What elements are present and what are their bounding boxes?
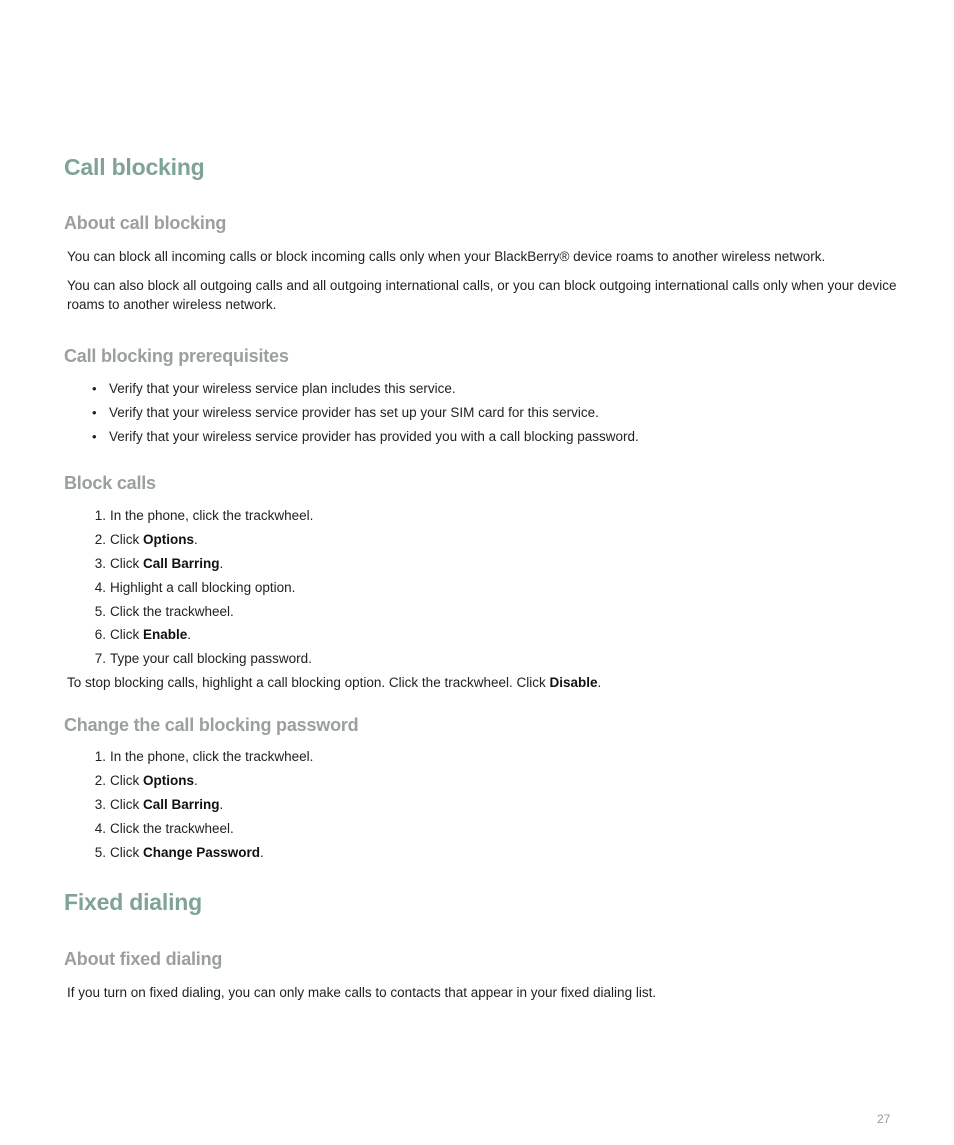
step-number: 1. <box>94 749 106 764</box>
step-number: 3. <box>94 797 106 812</box>
step-number: 2. <box>94 773 106 788</box>
step-text-bold: Options <box>143 532 194 547</box>
heading-about-fixed-dialing: About fixed dialing <box>64 949 223 969</box>
page-number: 27 <box>877 1112 891 1126</box>
step-text <box>110 771 198 790</box>
step-number: 2. <box>94 532 106 547</box>
step-text <box>110 578 295 597</box>
step-text-bold: Options <box>143 773 194 788</box>
paragraph-about-call-blocking-1: You can block all incoming calls or block incoming calls only when your BlackBerry® device roams to another wireless network. <box>67 249 826 264</box>
step-text-plain: Click <box>110 845 143 860</box>
list-item-text: Verify that your wireless service plan includes this service. <box>109 381 456 396</box>
step-text <box>110 819 234 838</box>
step-text-plain: In the phone, click the trackwheel. <box>110 508 314 523</box>
paragraph-about-call-blocking-2: You can also block all outgoing calls and all outgoing international calls, or you can block outgoing international calls only when your device roams to another wireless network. <box>67 278 897 312</box>
heading-block-calls: Block calls <box>64 473 156 493</box>
step-text-post: . <box>219 797 224 812</box>
step-number: 1. <box>94 508 106 523</box>
step-text-plain: Click <box>110 627 143 642</box>
section-title-call-blocking: Call blocking <box>64 154 205 180</box>
step-number: 3. <box>94 556 106 571</box>
step-text-plain: Click <box>110 797 143 812</box>
step-text <box>110 506 313 525</box>
list-item-text: Verify that your wireless service provider has set up your SIM card for this service. <box>109 405 599 420</box>
step-text <box>110 649 312 668</box>
step-text <box>110 554 223 573</box>
step-text-post: . <box>260 845 264 860</box>
step-text <box>110 602 234 621</box>
step-text-plain: In the phone, click the trackwheel. <box>110 749 314 764</box>
bullet-icon: • <box>92 405 97 420</box>
step-number: 6. <box>94 627 106 642</box>
step-text-plain: Click the trackwheel. <box>110 821 234 836</box>
step-text-bold: Change Password <box>143 845 261 860</box>
note-text-bold: Disable <box>549 675 598 690</box>
step-text-post: . <box>194 773 198 788</box>
step-text-plain: Type your call blocking password. <box>110 651 312 666</box>
step-number: 4. <box>94 580 106 595</box>
step-text-bold: Enable <box>143 627 188 642</box>
note-text: To stop blocking calls, highlight a call blocking option. Click the trackwheel. Click <box>67 675 550 690</box>
section-title-fixed-dialing: Fixed dialing <box>64 889 202 915</box>
step-text <box>110 843 264 862</box>
step-text-post: . <box>194 532 198 547</box>
step-text-bold: Call Barring <box>143 556 220 571</box>
step-number: 7. <box>94 651 106 666</box>
step-number: 4. <box>94 821 106 836</box>
step-text-plain: Click <box>110 556 143 571</box>
step-number: 5. <box>94 604 106 619</box>
heading-about-call-blocking: About call blocking <box>64 213 227 233</box>
step-text <box>110 795 223 814</box>
paragraph-about-fixed-dialing: If you turn on fixed dialing, you can only make calls to contacts that appear in your fixed dialing list. <box>67 985 657 1000</box>
list-item-text: Verify that your wireless service provider has provided you with a call blocking password. <box>109 429 639 444</box>
heading-call-blocking-prerequisites: Call blocking prerequisites <box>64 346 289 366</box>
note-stop-blocking <box>67 673 601 692</box>
bullet-icon: • <box>92 381 97 396</box>
step-text-plain: Click <box>110 532 143 547</box>
step-text <box>110 530 198 549</box>
step-text-plain: Click <box>110 773 143 788</box>
step-text-plain: Highlight a call blocking option. <box>110 580 296 595</box>
step-text-plain: Click the trackwheel. <box>110 604 234 619</box>
step-text <box>110 625 191 644</box>
step-text-post: . <box>187 627 192 642</box>
step-number: 5. <box>94 845 106 860</box>
note-text-post: . <box>597 675 602 690</box>
step-text <box>110 747 313 766</box>
bullet-icon: • <box>92 429 97 444</box>
step-text-bold: Call Barring <box>143 797 220 812</box>
step-text-post: . <box>219 556 224 571</box>
heading-change-call-blocking-password: Change the call blocking password <box>64 715 359 735</box>
